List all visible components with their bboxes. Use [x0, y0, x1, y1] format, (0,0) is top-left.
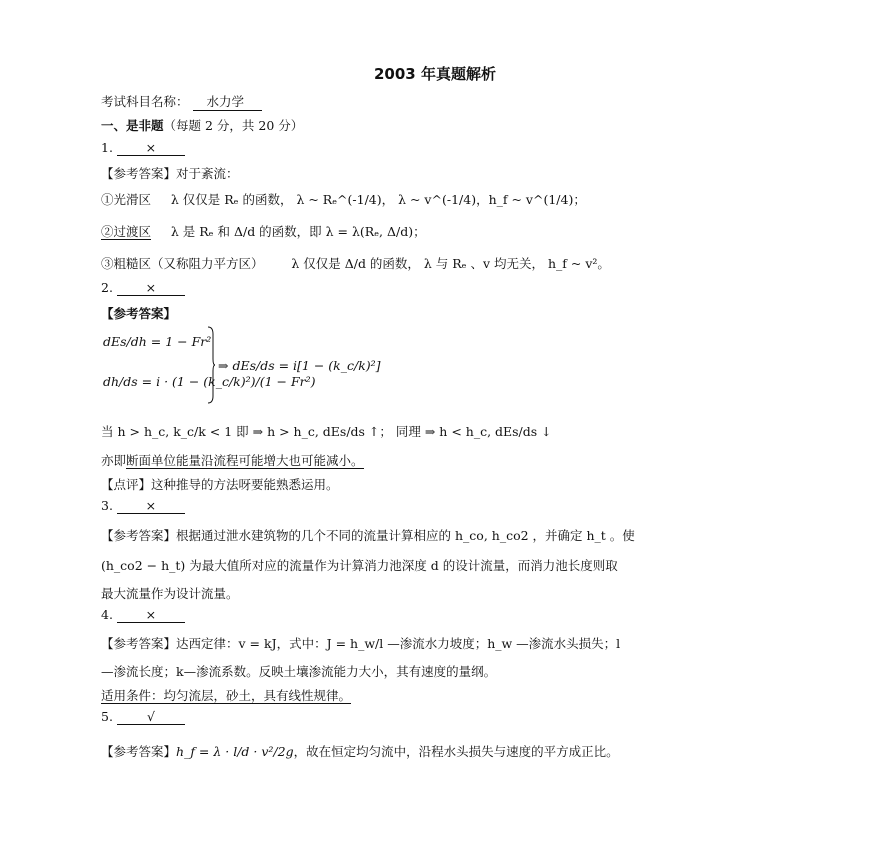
question-3-line — [101, 498, 185, 514]
answer-blank: × — [117, 608, 185, 623]
page-title: 2003 年真题解析 — [374, 65, 496, 83]
q1-line-smooth — [101, 190, 586, 208]
q3-answer-line-2: (h_co2 − h_t) 为最大值所对应的流量作为计算消力池深度 d 的设计流量，而消力池长度则取 — [101, 558, 618, 573]
regime-text: λ 是 Rₑ 和 Δ/d 的函数，即 λ = λ(Rₑ, Δ/d)； — [170, 224, 426, 239]
equation-depth-gradient: dh/ds = i · (1 − (k_c/k)²)/(1 − Fr²) — [103, 374, 316, 389]
q1-answer — [101, 164, 239, 182]
q3-answer-line-1 — [101, 526, 635, 544]
q4-answer-line-2: —渗流长度；k—渗流系数。反映土壤渗流能力大小，其有速度的量纲。 — [101, 664, 497, 679]
q2-condition: 当 h > h_c, k_c/k < 1 即 ⇒ h > h_c, dEs/ds ↑； 同理 ⇒ h < h_c, dEs/ds ↓ — [101, 424, 552, 439]
question-1-line — [101, 140, 185, 156]
section-heading-line — [101, 116, 303, 134]
regime-label: ①光滑区 — [101, 192, 152, 207]
q2-answer-label: 【参考答案】 — [101, 306, 177, 321]
q4-applicability — [101, 686, 351, 704]
regime-label: ③粗糙区（又称阻力平方区） — [101, 256, 264, 271]
conclusion-text: 断面单位能量沿流程可能增大也可能减小。 — [126, 453, 364, 468]
regime-label: ②过渡区 — [101, 224, 152, 239]
review-text: 这种推导的方法呀要能熟悉运用。 — [151, 477, 339, 492]
head-loss-formula: h_f = λ · l/d · v²/2g — [176, 744, 294, 759]
subject-label: 考试科目名称： — [101, 94, 189, 109]
answer-text: 达西定律：v = kJ，式中：J = h_w/l —渗流水力坡度；h_w —渗流水头损失；l — [176, 636, 621, 651]
q1-line-rough — [101, 254, 610, 272]
answer-blank: × — [117, 281, 185, 296]
answer-text: 根据通过泄水建筑物的几个不同的流量计算相应的 h_co, h_co2 ，并确定 h_t 。使 — [176, 528, 635, 543]
q5-answer — [101, 742, 619, 760]
question-number: 2. — [101, 280, 113, 295]
question-5-line — [101, 709, 185, 725]
right-brace — [207, 326, 215, 404]
question-number: 3. — [101, 498, 113, 513]
question-4-line — [101, 607, 185, 623]
regime-text: λ 仅仅是 Δ/d 的函数， λ 与 Rₑ 、v 均无关， h_f ~ v²。 — [291, 256, 610, 271]
equation-energy-gradient: dEs/dh = 1 − Fr² — [103, 334, 212, 349]
question-2-line — [101, 280, 185, 296]
subject-value: 水力学 — [193, 92, 263, 111]
q4-answer-line-1 — [101, 634, 620, 652]
answer-label: 【参考答案】 — [101, 528, 177, 543]
review-label: 【点评】 — [101, 477, 152, 492]
equation-result: ⇒ dEs/ds = i[1 − (k_c/k)²] — [218, 358, 381, 373]
q3-answer-line-3: 最大流量作为设计流量。 — [101, 586, 239, 601]
question-number: 4. — [101, 607, 113, 622]
q1-line-transition — [101, 222, 426, 240]
answer-label: 【参考答案】 — [101, 166, 177, 181]
question-number: 1. — [101, 140, 113, 155]
conclusion-prefix: 亦即 — [101, 453, 127, 468]
question-number: 5. — [101, 709, 113, 724]
q2-conclusion-line — [101, 451, 364, 469]
answer-label: 【参考答案】 — [101, 636, 177, 651]
answer-label: 【参考答案】 — [101, 744, 177, 759]
answer-blank: × — [117, 499, 185, 514]
section-note: （每题 2 分，共 20 分） — [163, 118, 304, 133]
answer-text: ，故在恒定均匀流中，沿程水头损失与速度的平方成正比。 — [293, 744, 619, 759]
answer-text: 对于紊流： — [176, 166, 239, 181]
q2-review — [101, 475, 339, 493]
answer-blank: √ — [117, 710, 185, 725]
answer-blank: × — [117, 141, 185, 156]
section-heading: 一、是非题 — [101, 118, 164, 133]
regime-text: λ 仅仅是 Rₑ 的函数， λ ~ Rₑ^(-1/4)， λ ~ v^(-1/4)，h_f ~ v^(1/4)； — [170, 192, 586, 207]
applicability-text: 适用条件：均匀流层，砂土，具有线性规律。 — [101, 688, 352, 703]
subject-line — [101, 92, 262, 111]
